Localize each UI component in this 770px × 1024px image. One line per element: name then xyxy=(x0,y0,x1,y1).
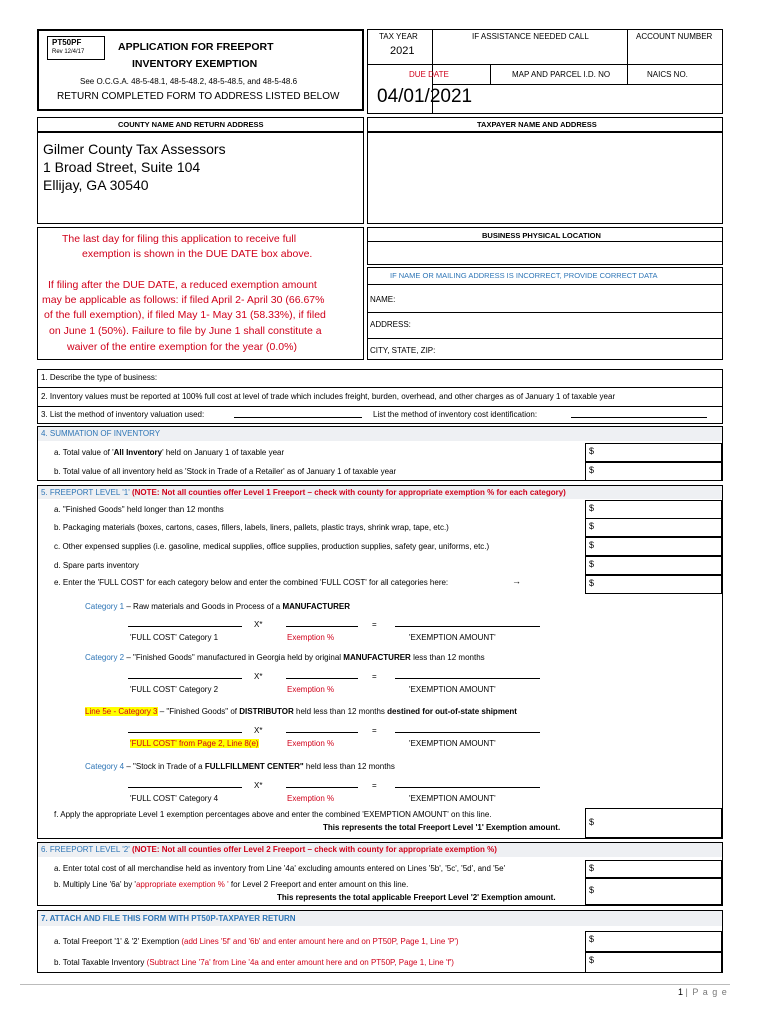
county-header: COUNTY NAME AND RETURN ADDRESS xyxy=(118,120,264,129)
notice-line2: exemption is shown in the DUE DATE box above. xyxy=(82,248,313,260)
combined-full-cost-amount[interactable]: $ xyxy=(585,575,722,594)
due-date-label: DUE DATE xyxy=(409,70,449,79)
category2-title: Category 2 – "Finished Goods" manufactured in Georgia held by original MANUFACTURER less than 12 months xyxy=(85,653,485,662)
category3-title: Line 5e - Category 3 – "Finished Goods" of DISTRIBUTOR held less than 12 months destined for out-of-state shipment xyxy=(85,707,517,716)
category4-full-cost-label: 'FULL COST' Category 4 xyxy=(130,794,219,803)
notice-line6: on June 1 (50%). Failure to file by June 1 shall constitute a xyxy=(49,325,322,337)
section4-line-b: b. Total value of all inventory held as 'Stock in Trade of a Retailer' as of January 1 of taxable year xyxy=(54,467,397,476)
taxpayer-address-field[interactable] xyxy=(367,132,723,224)
cost-identification-field[interactable] xyxy=(571,410,707,418)
tax-year-value: 2021 xyxy=(390,45,415,57)
category1-exemption-amount-field[interactable] xyxy=(395,619,540,627)
equals-sign: = xyxy=(372,781,377,790)
form-code: PT50PF xyxy=(52,38,82,47)
page-number: 1 | P a g e xyxy=(678,987,728,997)
level2-cost-amount[interactable]: $ xyxy=(585,860,722,878)
section5-title: 5. FREEPORT LEVEL '1' (NOTE: Not all counties offer Level 1 Freeport – check with county for appropriate exemption % for each category) xyxy=(41,488,566,497)
spare-parts-amount[interactable]: $ xyxy=(585,556,722,575)
code-reference: See O.C.G.A. 48-5-48.1, 48-5-48.2, 48-5-48.5, and 48-5-48.6 xyxy=(80,77,298,86)
equals-sign: = xyxy=(372,726,377,735)
category2-full-cost-label: 'FULL COST' Category 2 xyxy=(130,685,219,694)
section4-line-a: a. Total value of 'All Inventory' held on January 1 of taxable year xyxy=(54,448,285,457)
section6-total-note: This represents the total applicable Freeport Level '2' Exemption amount. xyxy=(277,893,556,902)
section6-title: 6. FREEPORT LEVEL '2' (NOTE: Not all counties offer Level 2 Freeport – check with county for appropriate exemption %) xyxy=(41,845,497,854)
form-revision: Rev 12/4/17 xyxy=(52,49,85,55)
times-sign: X* xyxy=(254,726,263,735)
arrow-right-icon: → xyxy=(512,576,521,586)
category2-full-cost-field[interactable] xyxy=(128,671,242,679)
all-inventory-amount[interactable]: $ xyxy=(585,443,722,462)
exemption-amount-label: 'EXEMPTION AMOUNT' xyxy=(409,685,496,694)
map-parcel-label: MAP AND PARCEL I.D. NO xyxy=(512,70,611,79)
section7-line-a: a. Total Freeport '1' & '2' Exemption (add Lines '5f' and '6b' and enter amount here and on PT50P, Page 1, Line 'P') xyxy=(54,937,459,946)
question-1: 1. Describe the type of business: xyxy=(41,373,158,382)
section6-line-b: b. Multiply Line '6a' by 'appropriate exemption % ' for Level 2 Freeport and enter amount on this line. xyxy=(54,880,409,889)
taxpayer-header: TAXPAYER NAME AND ADDRESS xyxy=(477,120,597,129)
section7-line-b: b. Total Taxable Inventory (Subtract Line '7a' from Line '4a and enter amount here and on PT50P, Page 1, Line 'f') xyxy=(54,958,454,967)
section5-line-e: e. Enter the 'FULL COST' for each category below and enter the combined 'FULL COST' for all categories here: xyxy=(54,578,449,587)
city-state-zip-label: CITY, STATE, ZIP: xyxy=(370,346,436,355)
level1-exemption-amount[interactable]: $ xyxy=(585,808,722,838)
category1-full-cost-label: 'FULL COST' Category 1 xyxy=(130,633,219,642)
category4-title: Category 4 – "Stock in Trade of a FULLFILLMENT CENTER" held less than 12 months xyxy=(85,762,395,771)
category4-exemption-pct-field[interactable] xyxy=(286,780,358,788)
section5-line-f: f. Apply the appropriate Level 1 exemption percentages above and enter the combined 'EXEMPTION AMOUNT' on this line. xyxy=(54,810,492,819)
level2-exemption-amount[interactable]: $ xyxy=(585,878,722,905)
category3-exemption-amount-field[interactable] xyxy=(395,725,540,733)
packaging-amount[interactable]: $ xyxy=(585,518,722,537)
equals-sign: = xyxy=(372,620,377,629)
category1-exemption-pct-field[interactable] xyxy=(286,619,358,627)
county-line2: 1 Broad Street, Suite 104 xyxy=(43,159,201,175)
name-label: NAME: xyxy=(370,295,396,304)
notice-line3: If filing after the DUE DATE, a reduced exemption amount xyxy=(48,279,317,291)
exemption-pct-label: Exemption % xyxy=(287,685,335,694)
category2-exemption-pct-field[interactable] xyxy=(286,671,358,679)
question-2: 2. Inventory values must be reported at 100% full cost at level of trade which includes freight, burden, overhead, and other charges as of January 1 of taxable year xyxy=(41,392,616,401)
equals-sign: = xyxy=(372,672,377,681)
account-number-label: ACCOUNT NUMBER xyxy=(636,32,713,41)
finished-goods-amount[interactable]: $ xyxy=(585,500,722,519)
total-taxable-inventory-amount[interactable]: $ xyxy=(585,952,722,973)
question-3-valuation: 3. List the method of inventory valuation used: xyxy=(41,410,205,419)
times-sign: X* xyxy=(254,672,263,681)
notice-line7: waiver of the entire exemption for the year (0.0%) xyxy=(67,341,297,353)
assistance-label: IF ASSISTANCE NEEDED CALL xyxy=(472,32,589,41)
name-field[interactable] xyxy=(367,312,723,313)
notice-line1: The last day for filing this application to receive full xyxy=(62,233,297,245)
exemption-pct-label: Exemption % xyxy=(287,739,335,748)
expensed-supplies-amount[interactable]: $ xyxy=(585,537,722,556)
exemption-pct-label: Exemption % xyxy=(287,633,335,642)
times-sign: X* xyxy=(254,620,263,629)
county-line1: Gilmer County Tax Assessors xyxy=(43,141,226,157)
category3-full-cost-label: 'FULL COST' from Page 2, Line 8(e) xyxy=(130,739,259,748)
section5-line-d: d. Spare parts inventory xyxy=(54,561,139,570)
notice-line5: of the full exemption), if filed May 1- May 31 (58.33%), if filed xyxy=(44,309,326,321)
section4-title: 4. SUMMATION OF INVENTORY xyxy=(41,429,161,438)
address-field[interactable] xyxy=(367,338,723,339)
naics-label: NAICS NO. xyxy=(647,70,688,79)
category3-exemption-pct-field[interactable] xyxy=(286,725,358,733)
form-title-line1: APPLICATION FOR FREEPORT xyxy=(118,41,274,53)
return-note: RETURN COMPLETED FORM TO ADDRESS LISTED BELOW xyxy=(57,91,340,102)
section7-title: 7. ATTACH AND FILE THIS FORM WITH PT50P-TAXPAYER RETURN xyxy=(41,914,296,923)
exemption-pct-label: Exemption % xyxy=(287,794,335,803)
category1-full-cost-field[interactable] xyxy=(128,619,242,627)
county-line3: Ellijay, GA 30540 xyxy=(43,177,149,193)
section6-line-a: a. Enter total cost of all merchandise held as inventory from Line '4a' excluding amounts entered on Lines '5b', '5c', '5d', and '5e' xyxy=(54,864,506,873)
retail-stock-amount[interactable]: $ xyxy=(585,462,722,481)
address-label: ADDRESS: xyxy=(370,320,411,329)
section5-total-note: This represents the total Freeport Level '1' Exemption amount. xyxy=(323,823,561,832)
category4-full-cost-field[interactable] xyxy=(128,780,242,788)
business-location-label: BUSINESS PHYSICAL LOCATION xyxy=(482,231,601,240)
exemption-amount-label: 'EXEMPTION AMOUNT' xyxy=(409,739,496,748)
valuation-method-field[interactable] xyxy=(234,410,362,418)
category1-title: Category 1 – Raw materials and Goods in Process of a MANUFACTURER xyxy=(85,602,350,611)
times-sign: X* xyxy=(254,781,263,790)
section5-line-b: b. Packaging materials (boxes, cartons, cases, fillers, labels, liners, pallets, plastic trays, shrink wrap, tape, etc.) xyxy=(54,523,449,532)
section5-line-a: a. "Finished Goods" held longer than 12 months xyxy=(54,505,224,514)
total-exemption-amount[interactable]: $ xyxy=(585,931,722,952)
due-date-value: 04/01/2021 xyxy=(377,86,473,107)
form-title-line2: INVENTORY EXEMPTION xyxy=(132,58,258,70)
category2-exemption-amount-field[interactable] xyxy=(395,671,540,679)
question-3-cost-identification: List the method of inventory cost identification: xyxy=(373,410,538,419)
exemption-amount-label: 'EXEMPTION AMOUNT' xyxy=(409,794,496,803)
category3-full-cost-field[interactable] xyxy=(128,725,242,733)
tax-year-label: TAX YEAR xyxy=(379,32,418,41)
incorrect-note: IF NAME OR MAILING ADDRESS IS INCORRECT, PROVIDE CORRECT DATA xyxy=(390,271,658,280)
exemption-amount-label: 'EXEMPTION AMOUNT' xyxy=(409,633,496,642)
category4-exemption-amount-field[interactable] xyxy=(395,780,540,788)
section5-line-c: c. Other expensed supplies (i.e. gasoline, medical supplies, office supplies, production supplies, safety gear, uniforms, etc.) xyxy=(54,542,490,551)
notice-line4: may be applicable as follows: if filed April 2- April 30 (66.67% xyxy=(42,294,325,306)
